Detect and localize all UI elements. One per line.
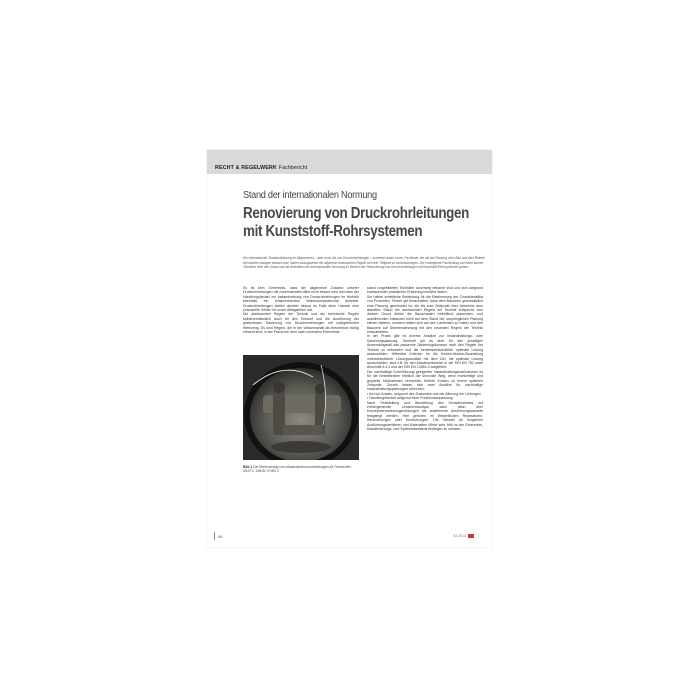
article-lead: Die internationale Standardisierung im Allgemeinen – aber auch die von Druckrohrleitungen – schreitet rasant voran. Fachleute, die mit der Planung, dem Bau und dem Betrieb technischer Anlagen betraut sind, haben zwangsweise die allgemein anerkannten Regeln bei ihrer Tätigkeit zu berücksichtigen. Der vorliegende Fachbeitrag soll einen kurzen Überblick über den Stand und die Aktivitäten der internationalen Normung im Bereich der Renovierung von Druckrohrleitungen mit Kunststoff-Rohrsystemen geben. xyxy=(243,256,485,269)
article-title-line: Renovierung von Druckrohrleitungen xyxy=(243,205,470,222)
list-item-text: Ad-hoc-Ansatz: aufgrund des Zustandes und der Alterung der Leitungen xyxy=(369,391,481,396)
document-page xyxy=(207,150,492,547)
article-title xyxy=(243,205,469,241)
footer-rule xyxy=(214,532,215,540)
body-paragraph: Nach Feststellung und Beurteilung des Schadensbildes mit einhergehender Ursachenanalyse kann dann über Konzeptverschiebungsrichtungen die anstehende Ausführungsvariante festgelegt werden. Hier gehören im Wesentlichen Reparaturen, Renovierungen oder Erneuerungen. Die Vielzahl an möglichen Ausführungsverfahren und Materialien führte sehr früh zu der Erkenntnis, Klassifizierungs- und Systemstandards festlegen zu müssen. xyxy=(367,400,483,431)
list-item-text: Handlungsbedarf aufgrund einer Funktionsanpassung xyxy=(369,396,453,401)
figure-caption xyxy=(243,465,359,474)
issue-label: 03 2013 xyxy=(453,534,466,538)
subsection-label: Fachbericht xyxy=(278,165,308,171)
body-paragraph: Der nachhaltige Durchführung geeigneter Instandhaltungsmaßnahmen ist für die Netzbetreiber letztlich der sinnvolle Weg, denn rechtzeitige und geplante Maßnahmen vermeiden frühere Kosten zu einem späteren Zeitpunkt. Zurzeit lassen sich zwei Ansätze für nachhaltige Instandhaltungsplanungen erkennen: xyxy=(367,369,483,392)
body-paragraph: Es ist kein Geheimnis, dass der allgemeine Zustand unserer Druckrohrleitungen mit zunehmendem Alter nicht besser wird und dass der Handlungsbedarf zur Instandsetzung von Druckrohrleitungen im Hinblick ebenfalls ein entsprechendes Wachstumspotenzial aufweist. Druckrohrleitungen stellen darüber hinaus im Falle einer Havarie eine potenzielle Gefahr für unser Alltagsleben dar. xyxy=(243,286,359,313)
publisher-logo-icon xyxy=(468,534,474,538)
body-paragraph: In der Praxis gibt es diverse Ansätze zur Instandhaltungs- oder Sanierungsplanung. Generell gilt es aber für den jeweiligen Anwendungsfall das passende Sanierungskonzept nach den Regeln der Technik zu entwerfen und die betriebswirtschaftlich optimale Lösung auszuwählen. Hilfreiche Kriterien für die Kosten-Nutzen-Beurteilung unterschiedlicher Lösungsansätze mit dem Ziel, die optimale Lösung auszuwählen, sind z.B. für den Abwasserbereich in der DIN EN 752 unter Abschnitt 6.4.3 und der DIN EN 13454-2 aufgeführt. xyxy=(367,334,483,370)
page-number: 48 xyxy=(218,534,223,539)
caption-text: Die Renovierung von Abwasserdruckrohrleitungen ist Thema des ISO/TC 138/SC 8 WG 2 xyxy=(243,465,351,474)
article-kicker: Stand der internationalen Normung xyxy=(243,190,377,201)
article-title-line: mit Kunststoff-Rohrsystemen xyxy=(243,223,423,240)
body-paragraph: Sie haben erhebliche Bedeutung für die Bestimmung der Charakteristika von Produkten. Ferner gilt festzuhalten, dass dem Bauherrn grundsätzlich eine Planung geschuldet ist, die bis zum Zeitpunkt ihrer Abnahme dem aktuellen Stand der anerkannten Regeln der Technik entspricht. Aus diesem Grund dürfen die Bauschaden betreffend planenden- und ausführenden Instanzen nicht auf dem Stand der ursprünglichen Planung stehen bleiben, sondern haben sich auf den Laufenden zu halten und den Bauwerk auf Übereinstimmung mit den neuesten Regeln der Technik hinzuarbeiten. xyxy=(367,294,483,335)
caption-label: Bild 1 xyxy=(243,465,253,469)
pipe-shaft-illustration xyxy=(243,355,359,460)
pipe-photo xyxy=(243,355,359,460)
text-column-left xyxy=(243,286,359,334)
section-header xyxy=(215,165,307,171)
list-item: • Ad-hoc-Ansatz: aufgrund des Zustandes und der Alterung der Leitungen xyxy=(367,391,481,396)
list-item: • Handlungsbedarf aufgrund einer Funktionsanpassung xyxy=(367,396,453,401)
body-paragraph: Die anerkannten Regeln der Technik und als technische Regeln selbstverständlich auch für den Entwurf und die Ausführung der grabenlosen Sanierung von Druckrohrleitungen mit maßgebenden Werkzeug. Es sind Regeln, die in der Wissenschaft als theoretisch richtig erkannt sind, in der Praxis bei dem nach neuestem Erkenntnis- xyxy=(243,312,359,335)
text-column-right xyxy=(367,286,483,431)
footer-issue xyxy=(453,534,474,538)
body-paragraph: stand vorgebildeten Techniker durchweg bekannt sind und sich aufgrund fortdauernder praktischer Erfahrung bewährt haben. xyxy=(367,286,483,295)
section-label: RECHT & REGELWERK xyxy=(215,165,277,171)
